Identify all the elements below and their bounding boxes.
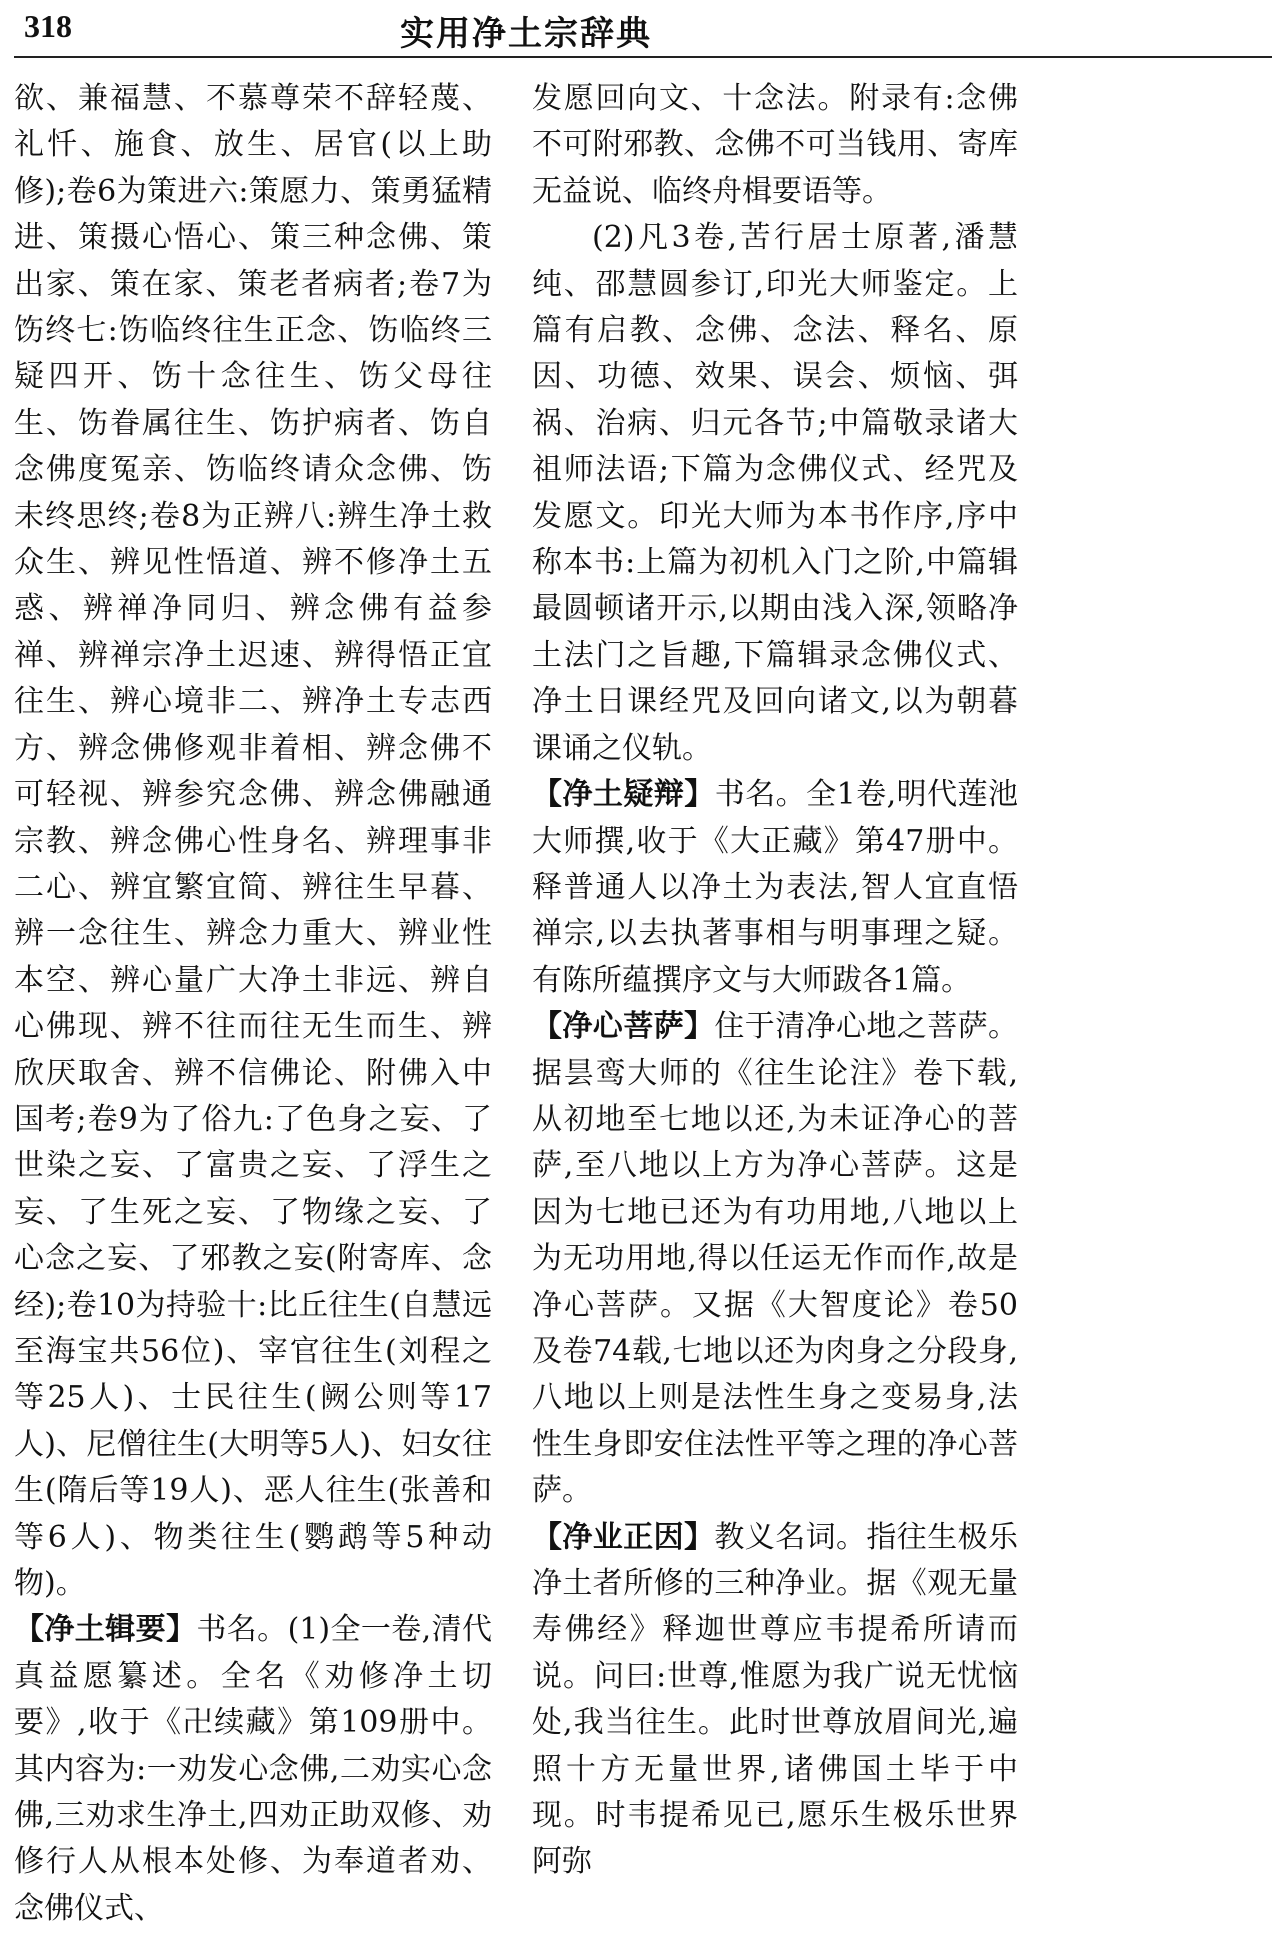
continued-paragraph: 发愿回向文、十念法。附录有:念佛不可附邪教、念佛不可当钱用、寄库无益说、临终舟楫要语等。: [532, 81, 1018, 209]
page-number: 318: [24, 8, 72, 44]
dictionary-entry: [14, 1607, 492, 1932]
entry-body: 住于清净心地之菩萨。据昙鸾大师的《往生论注》卷下载,从初地至七地以还,为未证净心的菩萨,至八地以上方为净心菩萨。这是因为七地已还为有功用地,八地以上为无功用地,得以任运无作而作,故是净心菩萨。又据《大智度论》卷50及卷74载,七地以还为肉身之分段身,八地以上则是法性生身之变易身,法性生身即安住法性平等之理的净心菩萨。: [532, 1009, 1019, 1509]
entry-headword: 【净业正因】: [532, 1519, 715, 1555]
running-title: 实用净土宗辞典: [400, 14, 652, 54]
dictionary-entry: [532, 772, 1018, 1004]
header-rule: [14, 56, 1272, 58]
entry-body: 教义名词。指往生极乐净土者所修的三种净业。据《观无量寿佛经》释迦世尊应韦提希所请而说。问曰:世尊,惟愿为我广说无忧恼处,我当往生。此时世尊放眉间光,遍照十方无量世界,诸佛国土毕于中现。时韦提希见已,愿乐生极乐世界阿弥: [532, 1519, 1019, 1880]
left-column: [14, 76, 492, 1932]
entry-headword: 【净心菩萨】: [532, 1009, 715, 1045]
dictionary-entry: [532, 1515, 1018, 1886]
continued-paragraph: 欲、兼福慧、不慕尊荣不辞轻蔑、礼忏、施食、放生、居官(以上助修);卷6为策进六:策愿力、策勇猛精进、策摄心悟心、策三种念佛、策出家、策在家、策老者病者;卷7为饬终七:饬临终往生正念、饬临终三疑四开、饬十念往生、饬父母往生、饬眷属往生、饬护病者、饬自念佛度冤亲、饬临终请众念佛、饬未终思终;卷8为正辨八:辨生净土救众生、辨见性悟道、辨不修净土五惑、辨禅净同归、辨念佛有益参禅、辨禅宗净土迟速、辨得悟正宜往生、辨心境非二、辨净土专志西方、辨念佛修观非着相、辨念佛不可轻视、辨参究念佛、辨念佛融通宗教、辨念佛心性身名、辨理事非二心、辨宜繁宜简、辨往生早暮、辨一念往生、辨念力重大、辨业性本空、辨心量广大净土非远、辨自心佛现、辨不往而往无生而生、辨欣厌取舍、辨不信佛论、附佛入中国考;卷9为了俗九:了色身之妄、了世染之妄、了富贵之妄、了浮生之妄、了生死之妄、了物缘之妄、了心念之妄、了邪教之妄(附寄库、念经);卷10为持验十:比丘往生(自慧远至海宝共56位)、宰官往生(刘程之等25人)、士民往生(阙公则等17人)、尼僧往生(大明等5人)、妇女往生(隋后等19人)、恶人往生(张善和等6人)、物类往生(鹦鹉等5种动物)。: [14, 81, 492, 1601]
entry-sense-paragraph: (2)凡3卷,苦行居士原著,潘慧纯、邵慧圆参订,印光大师鉴定。上篇有启教、念佛、念法、释名、原因、功德、效果、误会、烦恼、弭祸、治病、归元各节;中篇敬录诸大祖师法语;下篇为念佛仪式、经咒及发愿文。印光大师为本书作序,序中称本书:上篇为初机入门之阶,中篇辑最圆顿诸开示,以期由浅入深,领略净土法门之旨趣,下篇辑录念佛仪式、净土日课经咒及回向诸文,以为朝暮课诵之仪轨。: [532, 220, 1018, 766]
right-column: [532, 76, 1018, 1886]
dictionary-entry: [532, 1004, 1018, 1514]
page-header: [0, 0, 1278, 60]
entry-headword: 【净土辑要】: [14, 1612, 197, 1648]
entry-body: 书名。全1卷,明代莲池大师撰,收于《大正藏》第47册中。释普通人以净土为表法,智人宜直悟禅宗,以去执著事相与明事理之疑。有陈所蕴撰序文与大师跋各1篇。: [532, 777, 1018, 998]
entry-body: 书名。(1)全一卷,清代真益愿纂述。全名《劝修净土切要》,收于《卍续藏》第109册中。其内容为:一劝发心念佛,二劝实心念佛,三劝求生净土,四劝正助双修、劝修行人从根本处修、为奉道者劝、念佛仪式、: [14, 1612, 493, 1926]
entry-headword: 【净土疑辩】: [532, 777, 715, 813]
